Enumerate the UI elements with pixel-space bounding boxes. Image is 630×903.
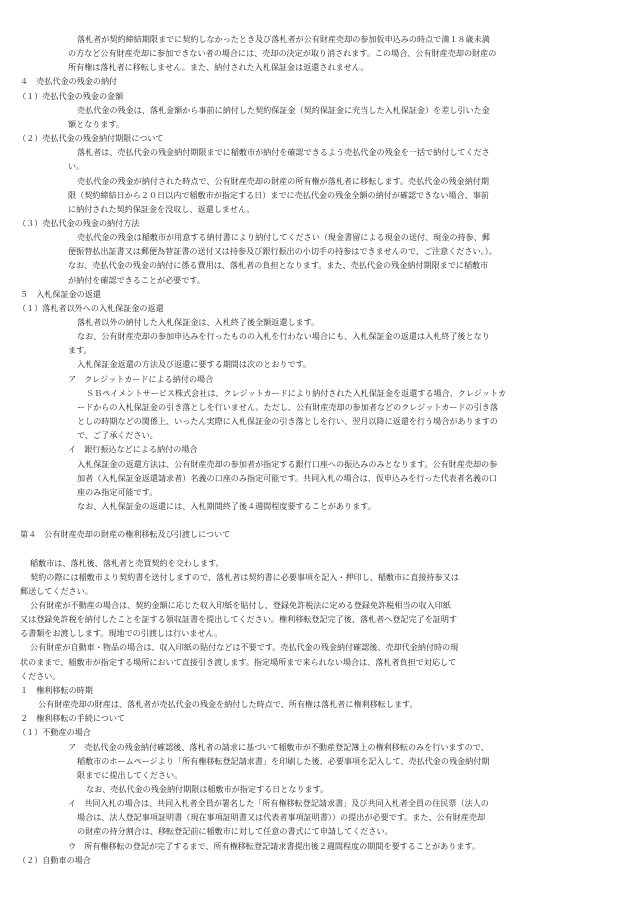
text-line: ＳＢペイメントサービス株式会社は、クレジットカードにより納付された入札保証金を返還する場合、クレジットカ — [86, 387, 506, 398]
text-line: 限までに提出してください。 — [77, 769, 183, 780]
text-line: ウ 所有権移転の登記が完了するまで、所有権移転登記請求書提出後２週間程度の期間を要することがあります。 — [68, 840, 480, 851]
text-line: 売払代金の残金が納付された時点で、公有財産売却の財産の所有権が落札者に移転します。売払代金の残金納付期 — [77, 175, 489, 186]
text-line: ア クレジットカードによる納付の場合 — [68, 373, 214, 384]
text-line: ４ 売払代金の残金の納付 — [20, 76, 118, 87]
text-line: 所有権は落札者に移転しません。また、納付された入札保証金は返還されません。 — [68, 62, 369, 73]
text-line: 公有財産が自動車・物品の場合は、収入印紙の貼付などは不要です。売払代金の残金納付確認後、売却代金納付時の現 — [30, 642, 459, 653]
text-line: イ 共同入札の場合は、共同入札者全員が署名した「所有権移転登記請求書」及び共同入札者全員の住民票（法人の — [68, 798, 489, 809]
text-line: としの時期などの関係上、いったん実際に入札保証金の引き落としを行い、翌月以降に返還を行う場合がありますの — [77, 416, 498, 427]
text-line: が納付を確認できることが必要です。 — [68, 274, 205, 285]
text-line: 座のみ指定可能です。 — [77, 486, 158, 497]
text-line: 売払代金の残金は、落札金額から事前に納付した契約保証金（契約保証金に充当した入札保証金）を差し引いた金 — [77, 104, 490, 115]
text-line: （１）落札者以外への入札保証金の返還 — [18, 302, 164, 313]
text-line: に納付された契約保証金を没収し、返還しません。 — [68, 203, 255, 214]
text-line: い。 — [68, 161, 85, 172]
text-line: 場合は、法人登記事項証明書（現在事項証明書又は代表者事項証明書））の提出が必要です。また、公有財産売却 — [77, 812, 486, 823]
text-line: 限（契約締結日から２０日以内で稲敷市が指定する日）までに売払代金の残金全額の納付が確認できない場合、事前 — [68, 189, 489, 200]
text-line: ます。 — [68, 345, 92, 356]
text-line: （１）売払代金の残金の金額 — [18, 90, 124, 101]
text-line: （３）売払代金の残金の納付方法 — [18, 217, 140, 228]
text-line: る書類をお渡しします。現地での引渡しは行いません。 — [20, 628, 223, 639]
text-line: 状のままで、稲敷市が指定する場所において直接引き渡します。指定場所まで来られない場合は、落札者負担で対応して — [20, 656, 457, 667]
text-line: なお、売払代金の残金の納付に係る費用は、落札者の負担となります。また、売払代金の残金納付期限までに稲敷市 — [68, 260, 489, 271]
text-line: ア 売払代金の残金納付確認後、落札者の請求に基づいて稲敷市が不動産登記簿上の権利移転のみを行いますので、 — [68, 741, 489, 752]
text-line: ードからの入札保証金の引き落としを行いません。ただし、公有財産売却の参加者などのクレジットカードの引き落 — [77, 401, 498, 412]
text-line: 売払代金の残金は稲敷市が用意する納付書により納付してください（現金書留による現金の送付、現金の持参、郵 — [77, 232, 490, 243]
text-line: １ 権利移転の時期 — [20, 684, 93, 695]
text-line: ください。 — [20, 670, 61, 681]
text-line: 加者（入札保証金返還請求者）名義の口座のみ指定可能です。共同入札の場合は、仮申込みを行った代表者名義の口 — [77, 472, 498, 483]
text-line: 公有財産が不動産の場合は、契約金額に応じた収入印紙を貼付し、登録免許税法に定める登録免許税相当の収入印紙 — [30, 600, 451, 610]
text-line: の財産の持分割合は、移転登記前に稲敷市に対して任意の書式にて申請してください。 — [77, 826, 393, 837]
text-line: 契約の際には稲敷市より契約書を送付しますので、落札者は契約書に必要事項を記入・押印し、稲敷市に直接持参又は — [30, 571, 459, 582]
text-line: （２）自動車の場合 — [18, 854, 91, 865]
text-line: の方など公有財産売却に参加できない者の場合には、売却の決定が取り消されます。この場合、公有財産売却の財産の — [68, 48, 497, 59]
text-line: 稲敷市のホームページより「所有権移転登記請求書」を印刷した後、必要事項を記入して、売払代金の残金納付期 — [77, 755, 490, 766]
text-line: 公有財産売却の財産は、落札者が売払代金の残金を納付した時点で、所有権は落札者に権利移転します。 — [38, 699, 418, 710]
text-line: で、ご了承ください。 — [77, 430, 158, 441]
text-line: 入札保証金返還の方法及び返還に要する期間は次のとおりです。 — [77, 359, 312, 370]
text-line: 入札保証金の返還方法は、公有財産売却の参加者が指定する銀行口座への振込みのみとなります。公有財産売却の参 — [77, 458, 498, 469]
text-line: 落札者以外の納付した入札保証金は、入札終了後全額返還します。 — [77, 317, 320, 327]
text-line: 郵送してください。 — [20, 585, 93, 596]
text-line: なお、入札保証金の返還には、入札期間終了後４週間程度要することがあります。 — [77, 500, 376, 511]
text-line: 便振替払出証書又は郵便為替証書の送付又は持参及び銀行振出の小切手の持参はできませんので、ご注意ください。）。 — [68, 246, 497, 257]
text-line: なお、売払代金の残金納付期限は稲敷市が指定する日となります。 — [86, 783, 329, 794]
text-line: ２ 権利移転の手続について — [20, 713, 126, 724]
text-line: 又は登録免許税を納付したことを証する領収証書を提出してください。権利移転登記完了後、落札者へ登記完了を証明す — [20, 614, 458, 625]
text-line: 第４ 公有財産売却の財産の権利移転及び引渡しについて — [20, 529, 231, 540]
text-line: （１）不動産の場合 — [18, 727, 91, 738]
text-line: （２）売払代金の残金納付期限について — [18, 133, 164, 144]
text-line: ５ 入札保証金の返還 — [20, 288, 101, 299]
text-line: 落札者は、売払代金の残金納付期限までに稲敷市が納付を確認できるよう売払代金の残金を一括で納付してくださ — [77, 147, 490, 158]
text-line: 落札者が契約締結期限までに契約しなかったとき及び落札者が公有財産売却の参加仮申込みの時点で満１８歳未満 — [77, 34, 490, 44]
text-line: 額となります。 — [68, 118, 125, 129]
text-line: なお、公有財産売却の参加申込みを行ったものの入札を行わない場合にも、入札保証金の返還は入札終了後となり — [77, 331, 490, 342]
text-line: イ 銀行振込などによる納付の場合 — [68, 444, 198, 455]
text-line: 稲敷市は、落札後、落札者と売買契約を交わします。 — [30, 557, 224, 568]
